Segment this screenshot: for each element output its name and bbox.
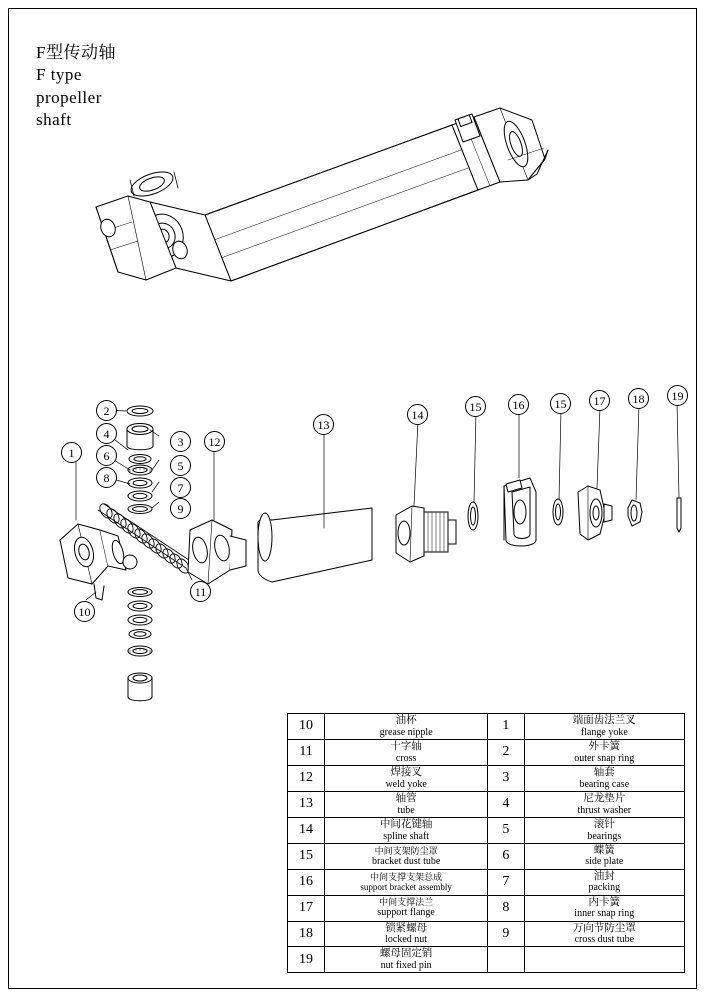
part-number: 12 (288, 765, 325, 791)
part-name-cn: 轴管 (395, 792, 417, 804)
table-row (288, 895, 685, 921)
part-number: 19 (288, 947, 325, 973)
part-number: 5 (488, 817, 524, 843)
table-row (288, 947, 685, 973)
part-number: 3 (488, 765, 524, 791)
part-name-en: side plate (585, 856, 624, 868)
part-name-en: nut fixed pin (380, 960, 432, 972)
callout-13[interactable]: 13 (313, 414, 334, 435)
table-row (288, 817, 685, 843)
parts-list-table (287, 713, 685, 973)
callout-19[interactable]: 19 (667, 385, 688, 406)
empty-name-cell (524, 947, 684, 973)
part-number: 2 (488, 739, 524, 765)
callout-4[interactable]: 4 (96, 423, 117, 444)
part-name (524, 714, 684, 740)
part-name-en: cross dust tube (574, 934, 635, 946)
part-name-cn: 轴套 (593, 766, 615, 778)
part-name (524, 765, 684, 791)
part-number: 4 (488, 791, 524, 817)
callout-18[interactable]: 18 (628, 388, 649, 409)
part-name-cn: 油杯 (395, 715, 417, 726)
callout-7[interactable]: 7 (170, 477, 191, 498)
part-name-cn: 蝶簧 (593, 844, 615, 856)
part-number: 10 (288, 714, 325, 740)
part-number: 14 (288, 817, 325, 843)
part-number: 16 (288, 869, 325, 895)
part-number: 11 (288, 739, 325, 765)
part-number: 6 (488, 843, 524, 869)
part-name-cn: 内卡簧 (588, 896, 621, 908)
part-name (524, 817, 684, 843)
part-name-en: grease nipple (379, 726, 433, 738)
callout-16[interactable]: 16 (508, 394, 529, 415)
part-name-en: support flange (377, 907, 435, 919)
title-english-line3: shaft (36, 110, 72, 130)
callout-6[interactable]: 6 (96, 445, 117, 466)
part-name (524, 739, 684, 765)
callout-8[interactable]: 8 (96, 467, 117, 488)
part-name-en: inner snap ring (574, 908, 635, 920)
title-block (36, 42, 116, 132)
part-name (524, 921, 684, 947)
callout-1[interactable]: 1 (61, 442, 82, 463)
part-name-en: bracket dust tube (371, 855, 441, 867)
table-row (288, 921, 685, 947)
table-row (288, 869, 685, 895)
part-name-cn: 尼龙垫片 (583, 792, 626, 804)
part-number: 8 (488, 895, 524, 921)
callout-9[interactable]: 9 (170, 498, 191, 519)
part-name-en: cross (395, 752, 417, 764)
callout-15-b[interactable]: 15 (550, 393, 571, 414)
part-name-cn: 油封 (593, 870, 615, 882)
part-name-cn: 中间花键轴 (379, 818, 433, 830)
part-name-en: bearings (587, 830, 622, 842)
part-name (325, 817, 488, 843)
callout-12[interactable]: 12 (204, 431, 225, 452)
callout-17[interactable]: 17 (589, 390, 610, 411)
callout-2[interactable]: 2 (96, 400, 117, 421)
part-name-en: flange yoke (580, 726, 628, 738)
callout-15-a[interactable]: 15 (465, 396, 486, 417)
part-name-en: packing (588, 882, 621, 894)
part-name (524, 869, 684, 895)
part-name (325, 869, 488, 895)
table-row (288, 843, 685, 869)
part-name-cn: 端面齿法兰叉 (572, 715, 636, 726)
part-number: 7 (488, 869, 524, 895)
part-number: 17 (288, 895, 325, 921)
part-name-cn: 中间支架防尘罩 (374, 845, 438, 856)
part-name-en: thrust washer (577, 804, 632, 816)
part-name-en: support bracket assembly (360, 882, 452, 893)
empty-number-cell (488, 947, 524, 973)
part-name (325, 714, 488, 740)
title-english-line2: propeller (36, 87, 102, 107)
part-number: 13 (288, 791, 325, 817)
part-name-cn: 十字轴 (390, 740, 422, 752)
part-name-en: outer snap ring (574, 752, 635, 764)
table-row (288, 791, 685, 817)
part-number: 1 (488, 714, 524, 740)
part-number: 15 (288, 843, 325, 869)
part-name (325, 921, 488, 947)
title-english-line1: F type (36, 65, 82, 85)
part-name-cn: 滚针 (593, 818, 615, 830)
table-row (288, 714, 685, 740)
part-name (325, 947, 488, 973)
part-name-cn: 中间支撑法兰 (379, 897, 434, 908)
title-chinese: F型传动轴 (36, 43, 116, 62)
part-number: 18 (288, 921, 325, 947)
part-name-cn: 中间支撑支架总成 (370, 872, 443, 883)
part-name-cn: 锁紧螺母 (385, 922, 428, 934)
part-name-cn: 焊接叉 (390, 766, 422, 778)
part-name-en: locked nut (385, 934, 428, 946)
part-number: 9 (488, 921, 524, 947)
part-name-en: spline shaft (383, 830, 430, 842)
part-name-en: weld yoke (385, 778, 427, 790)
part-name-cn: 外卡簧 (588, 740, 621, 752)
part-name (325, 895, 488, 921)
part-name (325, 791, 488, 817)
part-name (325, 739, 488, 765)
part-name-cn: 螺母固定销 (379, 948, 433, 960)
part-name (325, 765, 488, 791)
callout-5[interactable]: 5 (170, 455, 191, 476)
part-name-en: tube (397, 804, 415, 816)
part-name (524, 895, 684, 921)
callout-14[interactable]: 14 (407, 404, 428, 425)
part-name-en: bearing case (579, 778, 630, 790)
callout-3[interactable]: 3 (170, 431, 191, 452)
callout-10[interactable]: 10 (74, 601, 95, 622)
part-name (325, 843, 488, 869)
part-name (524, 843, 684, 869)
table-row (288, 765, 685, 791)
table-row (288, 739, 685, 765)
part-name-cn: 万向节防尘罩 (572, 922, 636, 934)
part-name (524, 791, 684, 817)
callout-11[interactable]: 11 (190, 581, 211, 602)
